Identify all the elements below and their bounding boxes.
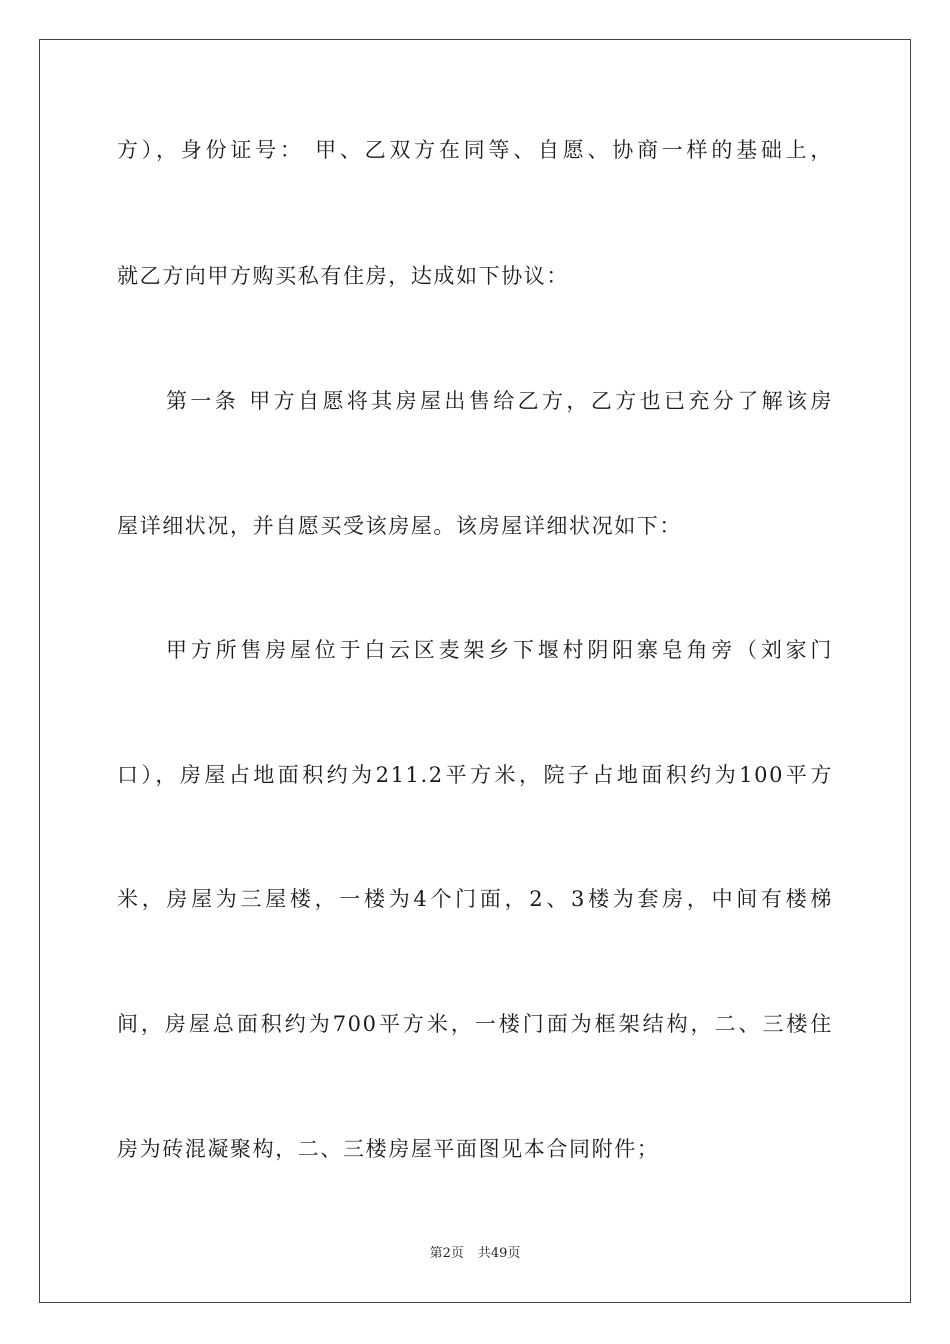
page-frame — [39, 39, 911, 1303]
body-line-3-article-one: 第一条 甲方自愿将其房屋出售给乙方，乙方也已充分了解该房 — [166, 389, 833, 413]
body-line-1: 方），身份证号： 甲、乙双方在同等、自愿、协商一样的基础上， — [117, 138, 833, 162]
body-line-5: 甲方所售房屋位于白云区麦架乡下堰村阴阳寨皂角旁（刘家门 — [166, 638, 833, 662]
page-footer — [0, 1245, 950, 1263]
body-line-6: 口），房屋占地面积约为211.2平方米，院子占地面积约为100平方 — [117, 763, 833, 787]
body-line-8: 间，房屋总面积约为700平方米，一楼门面为框架结构，二、三楼住 — [117, 1012, 833, 1036]
body-line-4: 屋详细状况，并自愿买受该房屋。该房屋详细状况如下： — [117, 514, 682, 538]
body-line-9: 房为砖混凝聚构，二、三楼房屋平面图见本合同附件； — [117, 1137, 660, 1161]
page-number: 第2页 — [429, 1246, 464, 1261]
body-line-7: 米，房屋为三屋楼，一楼为4个门面，2、3楼为套房，中间有楼梯 — [117, 887, 833, 911]
page-total: 共49页 — [477, 1246, 521, 1261]
body-line-2: 就乙方向甲方购买私有住房，达成如下协议： — [117, 264, 569, 288]
